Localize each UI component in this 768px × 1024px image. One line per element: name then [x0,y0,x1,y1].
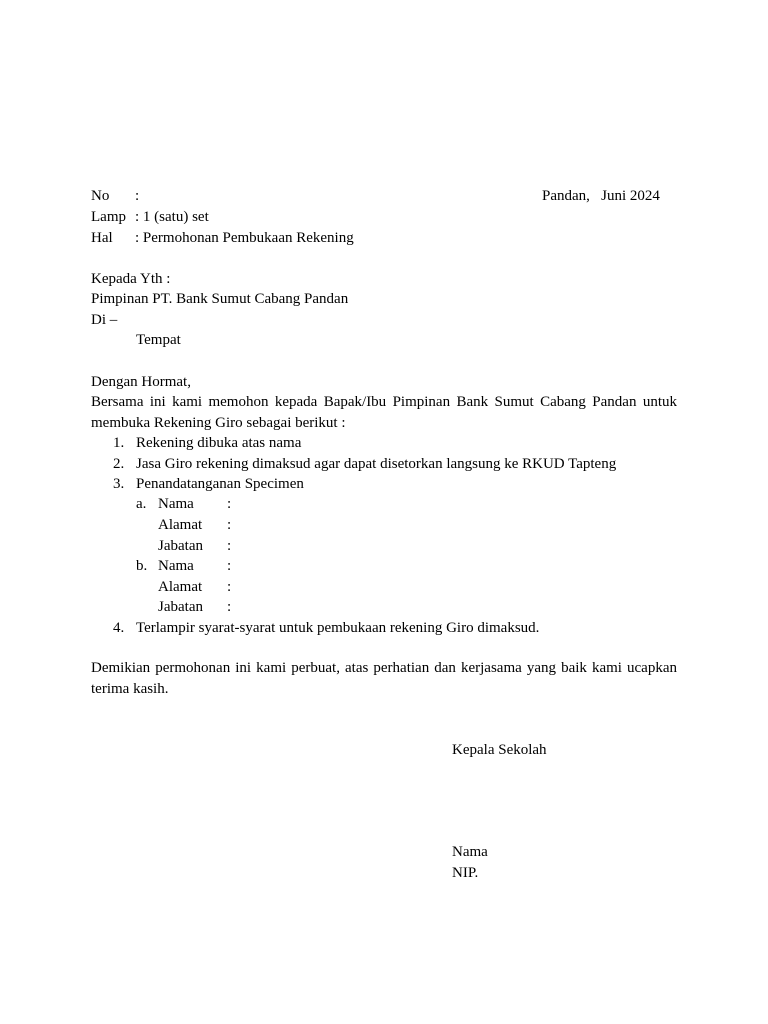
list-item-text: Jasa Giro rekening dimaksud agar dapat disetorkan langsung ke RKUD Tapteng [136,456,617,472]
salutation: Dengan Hormat, [91,374,191,390]
list-item-number: 2. [113,456,125,472]
specimen-field-colon: : [227,538,232,554]
signature-title: Kepala Sekolah [452,742,547,758]
hal-label: Hal [91,230,113,246]
specimen-field-colon: : [227,496,232,512]
specimen-field-colon: : [227,558,232,574]
specimen-letter: b. [136,558,148,574]
signature-name: Nama [452,844,488,860]
specimen-field-label: Jabatan [158,599,203,615]
lamp-label: Lamp [91,209,126,225]
addressee-di: Di – [91,312,118,328]
intro-paragraph [91,392,677,433]
specimen-field-label: Alamat [158,579,203,595]
signature-nip: NIP. [452,865,479,881]
intro-line-1: Bersama ini kami memohon kepada Bapak/Ibu Pimpinan Bank Sumut Cabang Pandan untuk [91,394,677,410]
place-date: Pandan, Juni 2024 [542,188,660,204]
intro-line-2: membuka Rekening Giro sebagai berikut : [91,414,346,431]
closing-line-2: terima kasih. [91,680,169,697]
addressee-recipient: Pimpinan PT. Bank Sumut Cabang Pandan [91,291,349,307]
specimen-field-label: Alamat [158,517,203,533]
addressee-greeting: Kepada Yth : [91,271,171,287]
lamp-value: : 1 (satu) set [135,209,209,225]
no-label: No [91,188,110,204]
list-item-text: Terlampir syarat-syarat untuk pembukaan rekening Giro dimaksud. [136,620,540,636]
specimen-field-label: Jabatan [158,538,203,554]
specimen-field-colon: : [227,599,232,615]
no-colon: : [135,188,140,204]
specimen-field-label: Nama [158,496,194,512]
addressee-tempat: Tempat [136,332,181,348]
hal-value: : Permohonan Pembukaan Rekening [135,230,354,246]
specimen-field-label: Nama [158,558,194,574]
list-item-number: 3. [113,476,125,492]
list-item-number: 4. [113,620,125,636]
closing-paragraph [91,658,677,699]
specimen-field-colon: : [227,517,232,533]
specimen-letter: a. [136,496,147,512]
list-item-number: 1. [113,435,125,451]
list-item-text: Rekening dibuka atas nama [136,435,302,451]
specimen-field-colon: : [227,579,232,595]
list-item-text: Penandatanganan Specimen [136,476,304,492]
closing-line-1: Demikian permohonan ini kami perbuat, atas perhatian dan kerjasama yang baik kami ucapkan [91,660,677,676]
